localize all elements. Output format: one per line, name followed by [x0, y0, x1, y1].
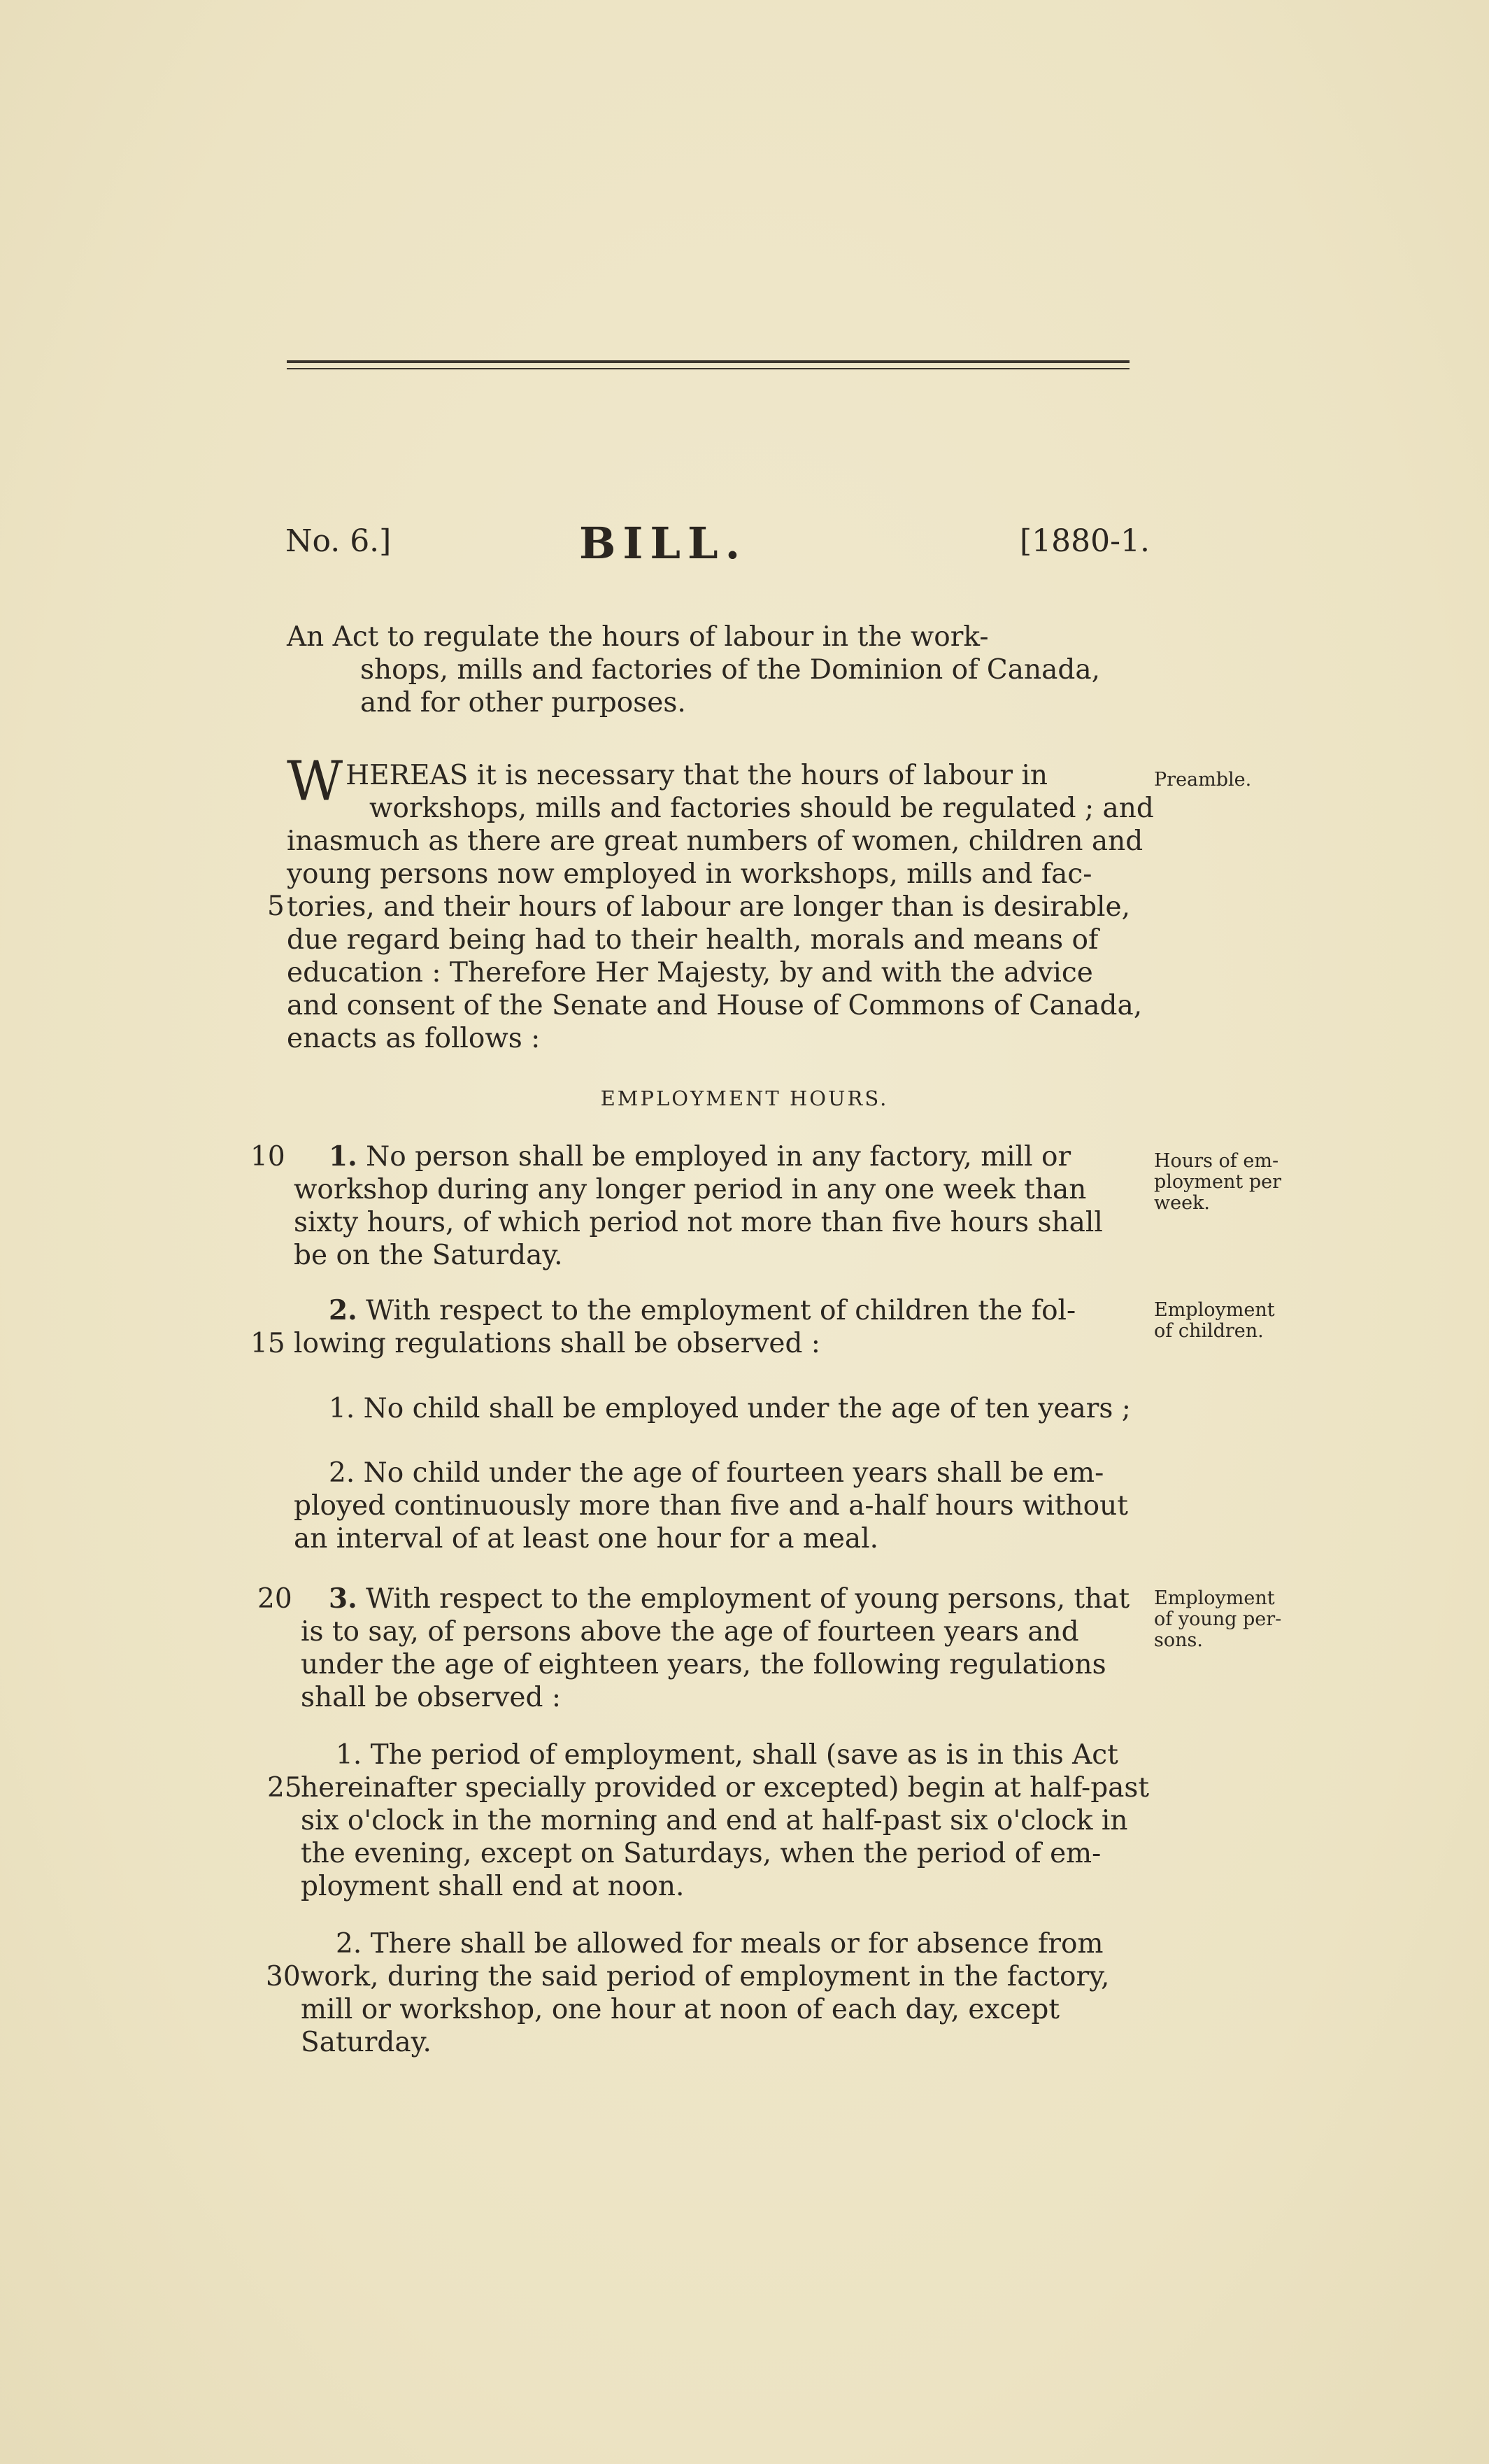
bill-session: [1880-1.: [1020, 523, 1150, 559]
preamble-line: education : Therefore Her Majesty, by and with the advice: [287, 957, 1093, 989]
item-line: mill or workshop, one hour at noon of each day, except: [301, 1994, 1060, 2025]
item-line: ployment shall end at noon.: [301, 1871, 685, 1902]
item-line: six o'clock in the morning and end at half-past six o'clock in: [301, 1805, 1128, 1836]
bill-title: BILL.: [579, 518, 748, 569]
section-2-item-1: [329, 1392, 1196, 1425]
line-number: 25: [267, 1772, 302, 1804]
section-line: With respect to the employment of young persons, that: [366, 1583, 1130, 1615]
item-line: 1. No child shall be employed under the age of ten years ;: [329, 1393, 1131, 1424]
item-line: 1. The period of employment, shall (save as is in this Act: [336, 1739, 1118, 1771]
preamble-line: enacts as follows :: [287, 1023, 541, 1054]
section-3: [301, 1583, 1168, 1714]
margin-note-preamble: Preamble.: [1154, 769, 1252, 791]
bill-header: [0, 518, 1489, 574]
section-line: With respect to the employment of children the fol-: [366, 1295, 1076, 1326]
section-number: 1.: [329, 1140, 357, 1173]
act-title: [287, 621, 1154, 719]
preamble: [287, 750, 1154, 1055]
section-3-item-1: [301, 1739, 1168, 1903]
section-1: [294, 1140, 1161, 1272]
section-3-item-2: [301, 1927, 1168, 2059]
act-title-line: An Act to regulate the hours of labour in the work-: [287, 621, 989, 653]
section-line: lowing regulations shall be observed :: [294, 1328, 820, 1359]
dropcap: W: [287, 750, 343, 813]
margin-note-young-persons: Employment of young per- sons.: [1154, 1587, 1282, 1651]
item-line: an interval of at least one hour for a meal.: [294, 1523, 879, 1555]
line-number: 30: [266, 1961, 301, 1992]
preamble-line: young persons now employed in workshops, mills and fac-: [287, 858, 1092, 890]
section-number: 2.: [329, 1294, 357, 1326]
section-line: workshop during any longer period in any one week than: [294, 1174, 1087, 1205]
item-line: ployed continuously more than five and a-half hours without: [294, 1490, 1128, 1522]
item-line: 2. No child under the age of fourteen years shall be em-: [329, 1457, 1104, 1489]
bill-number: No. 6.]: [285, 523, 392, 559]
margin-note-children: Employment of children.: [1154, 1299, 1275, 1342]
item-line: hereinafter specially provided or excepted) begin at half-past: [301, 1772, 1150, 1804]
line-number: 10: [250, 1141, 285, 1173]
top-rule-thin: [287, 368, 1130, 369]
section-number: 3.: [329, 1583, 357, 1615]
section-line: No person shall be employed in any factory, mill or: [366, 1141, 1071, 1173]
preamble-line: due regard being had to their health, morals and means of: [287, 924, 1099, 956]
section-heading: EMPLOYMENT HOURS.: [600, 1086, 889, 1110]
top-rule-thick: [287, 360, 1130, 363]
item-line: work, during the said period of employment in the factory,: [301, 1961, 1110, 1992]
section-line: be on the Saturday.: [294, 1240, 563, 1271]
preamble-line: inasmuch as there are great numbers of women, children and: [287, 826, 1144, 857]
act-title-line: shops, mills and factories of the Dominion of Canada,: [360, 654, 1100, 686]
section-line: sixty hours, of which period not more than five hours shall: [294, 1207, 1103, 1238]
item-line: 2. There shall be allowed for meals or for absence from: [336, 1928, 1104, 1960]
section-2-item-2: [294, 1457, 1161, 1555]
line-number: 20: [257, 1583, 292, 1615]
act-title-line: and for other purposes.: [360, 687, 686, 718]
line-number: 5: [267, 891, 285, 922]
item-line: the evening, except on Saturdays, when the period of em-: [301, 1838, 1102, 1869]
preamble-line: and consent of the Senate and House of Commons of Canada,: [287, 990, 1143, 1021]
preamble-line: HEREAS it is necessary that the hours of labour in: [345, 760, 1048, 791]
preamble-line: tories, and their hours of labour are longer than is desirable,: [287, 891, 1130, 923]
margin-note-hours: Hours of em- ployment per week.: [1154, 1150, 1281, 1214]
section-line: shall be observed :: [301, 1682, 561, 1713]
section-line: under the age of eighteen years, the following regulations: [301, 1649, 1106, 1680]
section-2: [294, 1294, 1161, 1360]
preamble-line: workshops, mills and factories should be regulated ; and: [369, 793, 1154, 824]
item-line: Saturday.: [301, 2027, 432, 2058]
line-number: 15: [250, 1328, 285, 1359]
section-line: is to say, of persons above the age of fourteen years and: [301, 1616, 1079, 1648]
